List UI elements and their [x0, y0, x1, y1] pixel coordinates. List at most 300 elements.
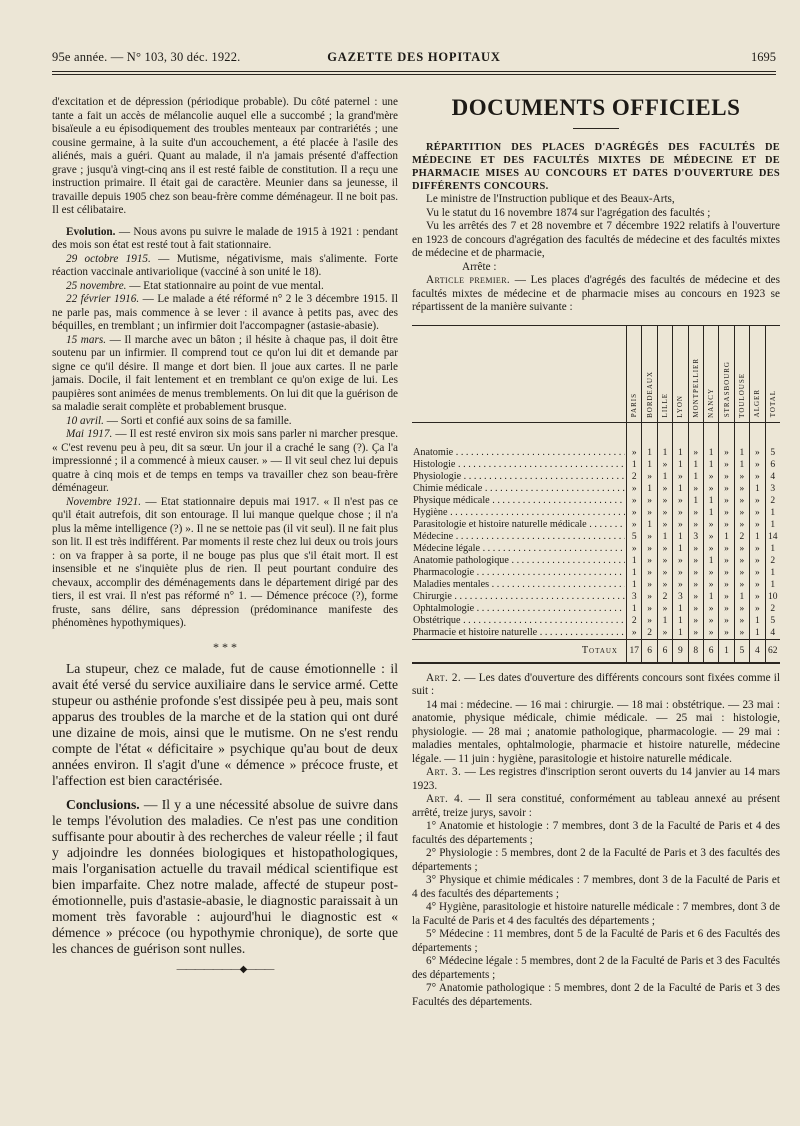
table-cell: »	[750, 459, 765, 471]
row-label-cell	[412, 579, 627, 591]
table-column-header	[750, 325, 765, 422]
table-cell: 1	[673, 543, 688, 555]
distribution-table-wrapper	[412, 325, 780, 664]
table-cell: »	[657, 579, 672, 591]
table-column-header	[642, 325, 657, 422]
entry-6	[52, 428, 398, 496]
table-cell: »	[627, 627, 642, 640]
table-cell: »	[673, 507, 688, 519]
article-1-text: — Les places d'agrégés des facultés de médecine et des facultés mixtes de médecine et de pharmacie mises au concours en 1923 se répartissent de la manière suivante :	[412, 274, 781, 313]
table-cell: »	[750, 447, 765, 459]
totals-label: Totaux	[412, 639, 627, 663]
table-cell: 1	[627, 459, 642, 471]
article-3-text: — Les registres d'inscription seront ouverts du 14 janvier au 14 mars 1923.	[412, 766, 780, 792]
table-cell: »	[688, 507, 703, 519]
table-cell: 6	[765, 459, 780, 471]
total-cell: 6	[642, 639, 657, 663]
table-cell: »	[734, 483, 749, 495]
table-cell: »	[750, 591, 765, 603]
total-cell: 5	[734, 639, 749, 663]
table-cell: 2	[765, 495, 780, 507]
paragraph-history: d'excitation et de dépression (périodique probable). Du côté paternel : une tante a fait un accès de mélancolie auquel elle a succombé ; la grand'mère bisaïeule a eu épisodiquement des troubles menteaux par contrariétés ; une cousine germaine, à la suite d'un accouchement, a été placée à l'asile des aliénés, mais a guéri. Quant au malade, il n'a jamais présenté d'affection grave ; jusqu'à vingt-cinq ans il est resté faible de constitution. Il a reçu une instruction primaire. Il était gai de caractère. Meunier dans sa jeunesse, il travaille depuis 1905 chez son beau-frère comme déménageur. Il ne boit pas. Il est célibataire.	[52, 96, 398, 216]
table-row	[412, 483, 780, 495]
column-label: LYON	[676, 394, 685, 418]
table-cell: 1	[673, 483, 688, 495]
table-cell: 1	[627, 579, 642, 591]
section-title: DOCUMENTS OFFICIELS	[451, 95, 741, 120]
table-cell: 1	[688, 459, 703, 471]
table-cell: »	[703, 483, 718, 495]
table-cell: »	[627, 507, 642, 519]
table-cell: »	[703, 627, 718, 640]
table-cell: »	[642, 543, 657, 555]
total-cell: 9	[673, 639, 688, 663]
jury-7: 7° Anatomie pathologique : 5 membres, dont 2 de la Faculté de Paris et 3 des Facultés des départements.	[412, 982, 780, 1008]
table-column-header	[719, 325, 734, 422]
table-cell: 1	[673, 603, 688, 615]
table-cell: 1	[627, 603, 642, 615]
table-cell: »	[719, 591, 734, 603]
table-cell: »	[719, 579, 734, 591]
table-cell: »	[642, 471, 657, 483]
article-4-text: — Il sera constitué, conformément au tableau annexé au présent arrêté, treize jurys, savoir :	[412, 793, 780, 819]
article-4	[412, 793, 780, 820]
table-cell: »	[688, 591, 703, 603]
entry-3	[52, 293, 398, 334]
totals-row	[412, 639, 780, 663]
table-cell: »	[673, 567, 688, 579]
entry-text: — Mutisme, négativisme, mais s'alimente. Forte réaction vaccinale antivariolique (vacciné à son unité le 18).	[52, 252, 398, 278]
table-cell: 1	[688, 471, 703, 483]
table-cell: 5	[627, 531, 642, 543]
table-cell: »	[719, 603, 734, 615]
table-cell: »	[657, 459, 672, 471]
entry-date: 29 octobre 1915.	[66, 252, 151, 265]
table-cell: 1	[688, 495, 703, 507]
table-cell: »	[750, 567, 765, 579]
table-cell: »	[657, 555, 672, 567]
table-cell: 1	[642, 519, 657, 531]
left-column	[52, 96, 398, 976]
table-cell: »	[642, 603, 657, 615]
table-cell: »	[657, 627, 672, 640]
table-cell: 2	[657, 591, 672, 603]
total-cell: 6	[657, 639, 672, 663]
table-cell: »	[657, 507, 672, 519]
table-cell: »	[734, 615, 749, 627]
table-cell: 1	[673, 447, 688, 459]
entry-2	[52, 280, 398, 294]
row-label-cell	[412, 531, 627, 543]
table-row	[412, 627, 780, 640]
row-label-cell	[412, 519, 627, 531]
table-cell: »	[750, 555, 765, 567]
table-cell: »	[627, 519, 642, 531]
table-cell: 1	[642, 447, 657, 459]
entry-text: — Etat stationnaire depuis mai 1917. « Il n'est pas ce qu'il était autrefois, dit son entourage. Il lui manque quelque chose ; il n'a plus la même intelligence (?) ». Il ne se nettoie pas (il vit seul). Il ne fait plus son lit. Il est très indifférent. Par moments il reste chez lui deux ou trois jours : on va frapper à sa porte, il ne bouge pas plus que s'il était mort. Il est insensible et ne s'inquiète plus de rien. Il peut pourtant conduire des chevaux, accomplir des déménagements dans le département dirigé par des tiers, il est vrai. Il n'est pas réformé n° 1. — Démence précoce (?), forme fruste, sans délire, sans dépression (prédominance manifeste des phénomènes hypothymiques).	[52, 495, 398, 629]
row-label-cell	[412, 627, 627, 640]
table-cell: 1	[703, 447, 718, 459]
row-label-cell	[412, 615, 627, 627]
table-cell: »	[657, 519, 672, 531]
table-row	[412, 459, 780, 471]
table-cell: »	[703, 603, 718, 615]
row-label-cell	[412, 459, 627, 471]
journal-title: GAZETTE DES HOPITAUX	[327, 50, 501, 64]
table-cell: 1	[673, 615, 688, 627]
table-cell: 2	[765, 555, 780, 567]
column-label: TOTAL	[768, 390, 777, 418]
entry-7	[52, 496, 398, 631]
row-label: Chirurgie . . .	[413, 591, 625, 603]
table-cell: »	[657, 567, 672, 579]
table-cell: »	[703, 531, 718, 543]
table-header-row	[412, 325, 780, 422]
column-label: BORDEAUX	[645, 370, 654, 418]
table-cell: 2	[642, 627, 657, 640]
table-cell: »	[719, 615, 734, 627]
article-3-heading: Art. 3.	[426, 766, 462, 778]
table-cell: »	[657, 603, 672, 615]
row-label: Chimie médicale . . .	[413, 483, 625, 495]
entry-5	[52, 415, 398, 429]
header-rule	[52, 71, 776, 72]
table-cell: 1	[673, 459, 688, 471]
table-row	[412, 603, 780, 615]
table-cell: 1	[734, 591, 749, 603]
entry-date: 22 février 1916.	[66, 293, 140, 305]
table-cell: 5	[765, 447, 780, 459]
row-label: Médecine légale . . .	[413, 543, 625, 555]
entry-text: — Sorti et confié aux soins de sa famille.	[103, 414, 292, 427]
table-cell: 3	[627, 591, 642, 603]
table-cell: »	[688, 579, 703, 591]
table-cell: »	[657, 543, 672, 555]
table-cell: »	[719, 471, 734, 483]
table-cell: »	[750, 471, 765, 483]
total-cell: 62	[765, 639, 780, 663]
table-cell: »	[703, 519, 718, 531]
table-cell: »	[627, 483, 642, 495]
table-column-header	[765, 325, 780, 422]
table-cell: 1	[765, 579, 780, 591]
table-cell: »	[703, 579, 718, 591]
article-4-heading: Art. 4.	[426, 793, 464, 805]
table-cell: »	[719, 459, 734, 471]
table-cell: »	[719, 495, 734, 507]
table-cell: »	[642, 531, 657, 543]
row-label: Ophtalmologie . . .	[413, 603, 625, 615]
table-cell: »	[734, 603, 749, 615]
table-column-header	[657, 325, 672, 422]
table-cell: 1	[750, 531, 765, 543]
evolution-heading: Evolution.	[66, 225, 116, 238]
table-cell: 1	[703, 555, 718, 567]
entry-text: — Il est resté environ six mois sans parler ni marcher presque. « C'est revenu peu à peu, dit sa sœur. Un jour il a craché le sang (?). Ça l'a impressionné ; il a commencé à mieux causer. » — Il vit seul chez lui depuis quatre à cinq mois et de temps en temps va travailler chez son beau-frère déménageur.	[52, 428, 399, 494]
page-header	[52, 50, 776, 66]
table-cell: »	[703, 543, 718, 555]
row-label-cell	[412, 507, 627, 519]
entry-text: — Etat stationnaire au point de vue mental.	[126, 279, 324, 292]
evolution-text: — Nous avons pu suivre le malade de 1915 à 1921 : pendant des mois son état est resté tout à fait stationnaire.	[52, 225, 398, 251]
table-cell: »	[719, 519, 734, 531]
table-cell: »	[719, 555, 734, 567]
end-ornament: ———————◆———	[176, 963, 274, 975]
table-cell: 1	[657, 615, 672, 627]
conclusions-text: — Il y a une nécessité absolue de suivre dans le temps l'évolution des maladies. Ce n'est pas une condition suffisante pour aboutir à des recherches de valeur réelle ; il faut y adjoindre les données biologiques et histopathologiques, mais l'organisation actuelle du travail médical scientifique est bien imparfaite. Chez notre malade, affecté de stupeur post-émotionnelle, puis d'astasie-abasie, le diagnostic paraissait à un moment très favorable : aujourd'hui le diagnostic est « démence » précoce (ou hypothymie chronique), de sorte que les chances de guérison sont nulles.	[52, 796, 398, 956]
row-label: Pharmacologie . . .	[413, 567, 625, 579]
row-label-cell	[412, 555, 627, 567]
table-cell: »	[734, 579, 749, 591]
table-row	[412, 507, 780, 519]
decree-intro-3: Vu les arrêtés des 7 et 28 novembre et 7 décembre 1922 relatifs à l'ouverture en 1923 de concours d'agrégation des facultés de médecine et des facultés mixtes de médecine et de pharmacie,	[412, 220, 780, 259]
column-label: LILLE	[660, 393, 669, 418]
section-separator: * * *	[213, 639, 237, 654]
table-cell: 1	[703, 591, 718, 603]
article-1-heading: Article premier.	[426, 274, 511, 286]
entry-1	[52, 253, 398, 280]
entry-4	[52, 334, 398, 415]
table-cell: 1	[734, 447, 749, 459]
table-cell: 4	[765, 471, 780, 483]
table-cell: 1	[657, 531, 672, 543]
table-cell: »	[734, 555, 749, 567]
total-cell: 17	[627, 639, 642, 663]
table-cell: 3	[673, 591, 688, 603]
table-row	[412, 495, 780, 507]
decree-intro-2: Vu le statut du 16 novembre 1874 sur l'agrégation des facultés ;	[426, 206, 711, 219]
article-2-heading: Art. 2.	[426, 671, 462, 684]
table-cell: 5	[765, 615, 780, 627]
table-cell: »	[719, 507, 734, 519]
table-cell: 1	[750, 483, 765, 495]
total-cell: 1	[719, 639, 734, 663]
table-cell: 1	[673, 531, 688, 543]
row-label-cell	[412, 471, 627, 483]
table-row	[412, 615, 780, 627]
row-label-cell	[412, 483, 627, 495]
table-cell: 1	[642, 459, 657, 471]
table-cell: 2	[627, 471, 642, 483]
article-1	[412, 274, 780, 315]
table-cell: »	[642, 579, 657, 591]
table-cell: 2	[734, 531, 749, 543]
total-cell: 6	[703, 639, 718, 663]
table-cell: »	[750, 543, 765, 555]
table-cell: 1	[765, 507, 780, 519]
entry-date: 25 novembre.	[66, 279, 127, 292]
row-label: Anatomie pathologique . . .	[413, 555, 625, 567]
table-cell: 1	[657, 447, 672, 459]
table-cell: »	[719, 447, 734, 459]
table-row	[412, 567, 780, 579]
table-cell: 1	[719, 531, 734, 543]
row-label: Hygiène . . .	[413, 507, 625, 519]
table-cell: »	[734, 519, 749, 531]
table-cell: »	[688, 567, 703, 579]
table-cell: 1	[765, 567, 780, 579]
table-cell: 1	[703, 459, 718, 471]
table-cell: »	[734, 495, 749, 507]
table-header-blank	[412, 325, 627, 422]
table-cell: »	[688, 543, 703, 555]
table-column-header	[673, 325, 688, 422]
table-cell: 1	[765, 519, 780, 531]
table-cell: »	[750, 579, 765, 591]
column-label: STRASBOURG	[722, 361, 731, 418]
table-cell: »	[703, 615, 718, 627]
column-label: MONTPELLIER	[691, 357, 700, 418]
table-cell: »	[688, 483, 703, 495]
table-cell: 1	[673, 627, 688, 640]
table-cell: »	[750, 495, 765, 507]
table-cell: »	[673, 519, 688, 531]
table-spacer-row	[412, 422, 780, 447]
table-cell: »	[642, 567, 657, 579]
row-label: Maladies mentales . . .	[413, 579, 625, 591]
total-cell: 8	[688, 639, 703, 663]
table-cell: 1	[703, 495, 718, 507]
paragraph-evolution	[52, 226, 398, 253]
jury-1: 1° Anatomie et histologie : 7 membres, dont 3 de la Faculté de Paris et 4 des facultés des départements ;	[412, 820, 780, 846]
row-label-cell	[412, 447, 627, 459]
row-label: Anatomie . . .	[413, 447, 625, 459]
table-row	[412, 447, 780, 459]
row-label-cell	[412, 591, 627, 603]
table-cell: 14	[765, 531, 780, 543]
entry-date: Novembre 1921.	[66, 495, 142, 508]
table-row	[412, 531, 780, 543]
column-label: ALGER	[753, 389, 762, 418]
row-label: Pharmacie et histoire naturelle . . .	[413, 627, 625, 639]
table-row	[412, 591, 780, 603]
table-column-header	[734, 325, 749, 422]
table-cell: »	[734, 567, 749, 579]
jury-2: 2° Physiologie : 5 membres, dont 2 de la Faculté de Paris et 3 des facultés des départements ;	[412, 847, 780, 873]
column-label: PARIS	[630, 393, 639, 418]
table-cell: »	[627, 543, 642, 555]
row-label-cell	[412, 495, 627, 507]
table-cell: 1	[642, 483, 657, 495]
table-cell: 1	[627, 567, 642, 579]
table-cell: »	[688, 603, 703, 615]
page-number: 1695	[751, 50, 776, 64]
row-label: Médecine . . .	[413, 531, 625, 543]
table-cell: »	[703, 471, 718, 483]
table-cell: 1	[657, 471, 672, 483]
row-label-cell	[412, 567, 627, 579]
table-cell: »	[719, 627, 734, 640]
column-label: TOULOUSE	[737, 372, 746, 418]
table-cell: »	[657, 495, 672, 507]
entry-text: — Il marche avec un bâton ; il hésite à chaque pas, il doit être soutenu par un infirmier. Il comprend tout ce qu'on lui dit et demande par signe ce qu'il désire. Il mange et dort bien. Il joue aux cartes. Il ne parle jamais. Docile, il fait lentement et en tremblant ce qu'on exige de lui. Les paupières sont animées de menus tremblements. On lui dit que la guérison de sa maladie serait complète et probablement brusque.	[52, 333, 398, 413]
conclusions-heading: Conclusions.	[66, 796, 140, 812]
table-cell: »	[750, 507, 765, 519]
table-cell: 3	[765, 483, 780, 495]
table-cell: 1	[750, 615, 765, 627]
distribution-table	[412, 325, 780, 664]
table-cell: »	[642, 615, 657, 627]
article-2-text: — Les dates d'ouverture des différents concours sont fixées comme il suit :	[412, 671, 780, 697]
table-cell: »	[642, 507, 657, 519]
row-label: Physique médicale . . .	[413, 495, 625, 507]
table-row	[412, 519, 780, 531]
table-cell: »	[673, 471, 688, 483]
table-cell: 2	[765, 603, 780, 615]
table-cell: »	[719, 543, 734, 555]
table-cell: »	[642, 495, 657, 507]
table-cell: »	[688, 447, 703, 459]
article-2	[412, 672, 780, 699]
jury-4: 4° Hygiène, parasitologie et histoire naturelle médicale : 7 membres, dont 3 de la Faculté de Paris et 4 des facultés des départements ;	[412, 901, 780, 927]
table-row	[412, 471, 780, 483]
table-row	[412, 555, 780, 567]
table-cell: 4	[765, 627, 780, 640]
table-column-header	[703, 325, 718, 422]
row-label: Parasitologie et histoire naturelle médicale . . .	[413, 519, 625, 531]
arrete-label: Arrête :	[462, 260, 497, 273]
issue-info: 95e année. — N° 103, 30 déc. 1922.	[52, 50, 241, 64]
entry-date: Mai 1917.	[66, 428, 113, 440]
table-cell: 1	[765, 543, 780, 555]
table-cell: »	[719, 567, 734, 579]
entry-text: — Le malade a été réformé n° 2 le 3 décembre 1915. Il ne parle pas, mais commence à se lever : il avance à petits pas, avec des béquilles, en tremblant ; un infirmier doit l'accompagner (astasie-abasie).	[52, 293, 398, 332]
table-cell: »	[627, 495, 642, 507]
table-cell: »	[673, 495, 688, 507]
table-cell: 2	[627, 615, 642, 627]
table-cell: »	[642, 591, 657, 603]
table-cell: »	[688, 555, 703, 567]
table-row	[412, 579, 780, 591]
total-cell: 4	[750, 639, 765, 663]
entry-date: 15 mars.	[66, 333, 106, 346]
paragraph-conclusions	[52, 797, 398, 957]
table-cell: »	[719, 483, 734, 495]
article-3	[412, 766, 780, 793]
table-cell: »	[734, 507, 749, 519]
header-rule-second	[52, 74, 776, 75]
row-label-cell	[412, 603, 627, 615]
table-cell: »	[657, 483, 672, 495]
table-cell: 1	[627, 555, 642, 567]
table-cell: »	[688, 519, 703, 531]
title-rule	[573, 128, 619, 129]
table-cell: »	[750, 519, 765, 531]
table-cell: »	[734, 471, 749, 483]
row-label: Physiologie . . .	[413, 471, 625, 483]
table-cell: 1	[750, 627, 765, 640]
row-label-cell	[412, 543, 627, 555]
table-cell: »	[703, 567, 718, 579]
table-cell: 1	[734, 459, 749, 471]
table-cell: 1	[703, 507, 718, 519]
table-cell: »	[750, 603, 765, 615]
table-cell: »	[688, 615, 703, 627]
table-column-header	[688, 325, 703, 422]
table-cell: »	[673, 555, 688, 567]
table-cell: »	[642, 555, 657, 567]
jury-3: 3° Physique et chimie médicales : 7 membres, dont 3 de la Faculté de Paris et 4 des facultés des départements ;	[412, 874, 780, 900]
table-cell: »	[673, 579, 688, 591]
decree-heading: RÉPARTITION DES PLACES D'AGRÉGÉS DES FACULTÉS DE MÉDECINE ET DES FACULTÉS MIXTES DE MÉDECINE ET DE PHARMACIE MISES AU CONCOURS ET DATES D'OUVERTURE DES DIFFÉRENTS CONCOURS.	[412, 142, 780, 192]
table-body	[412, 422, 780, 663]
right-column	[412, 96, 780, 1009]
table-cell: »	[688, 627, 703, 640]
table-cell: »	[734, 543, 749, 555]
decree-intro-1: Le ministre de l'Instruction publique et des Beaux-Arts,	[426, 193, 675, 205]
row-label: Histologie . . .	[413, 459, 625, 471]
table-cell: 10	[765, 591, 780, 603]
